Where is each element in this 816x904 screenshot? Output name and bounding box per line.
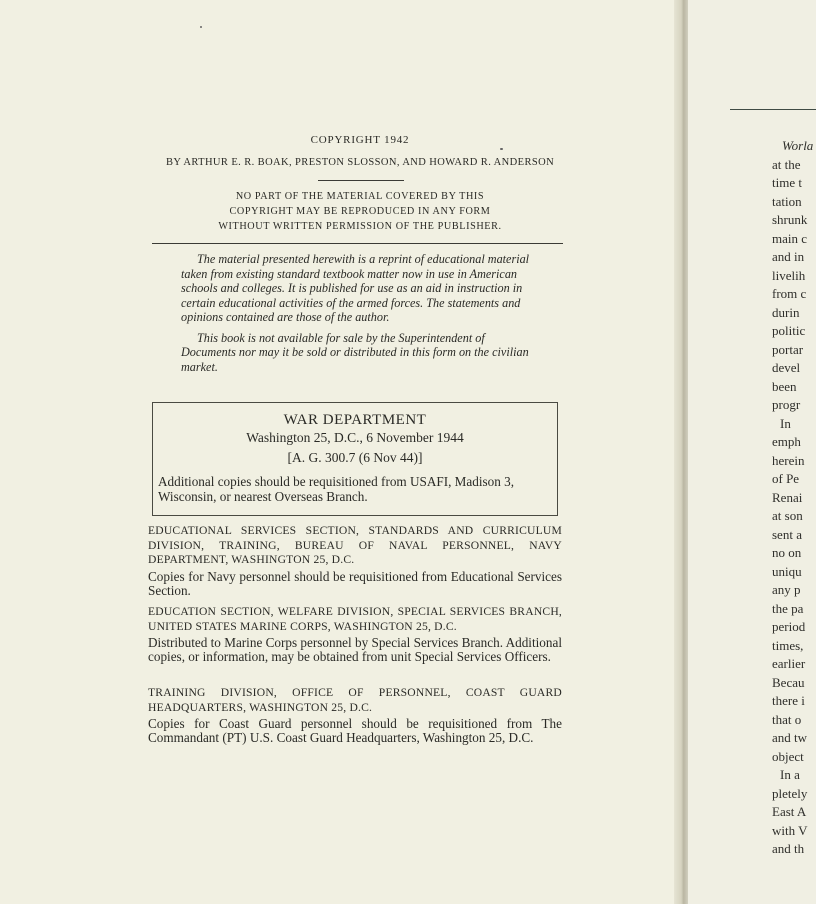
coast-guard-section [148, 686, 562, 745]
right-page-line: Renai [772, 489, 803, 505]
right-page-line: In [780, 415, 791, 431]
right-page-line: Worla [782, 138, 814, 153]
right-page-line: progr [772, 397, 801, 412]
reprint-paragraph: The material presented herewith is a reprint of educational material taken from existing standard textbook matter now in use in American schools and colleges. It is published for use as an aid in instruction in certain educational activities of the armed forces. The statements and opinions contained are those of the author. [181, 252, 530, 324]
section-body: Distributed to Marine Corps personnel by Special Services Branch. Additional copies, or information, may be obtained from unit Special Services Officers. [148, 635, 562, 664]
right-page-line: of Pe [772, 471, 800, 486]
right-page-line: politic [772, 323, 806, 338]
right-page-line: at son [772, 508, 803, 523]
war-department-copies-note: Additional copies should be requisitioned from USAFI, Madison 3, Wisconsin, or nearest Overseas Branch. [158, 474, 515, 504]
right-page-line: time t [772, 175, 802, 190]
right-page-line: period [772, 619, 806, 634]
paper-speck [500, 148, 503, 150]
right-page-line: pletely [772, 785, 808, 801]
right-page-line: shrunk [772, 212, 808, 227]
right-page-text [772, 137, 816, 859]
notice-line: COPYRIGHT MAY BE REPRODUCED IN ANY FORM [229, 206, 491, 217]
war-department-box [152, 402, 558, 516]
header-rule [730, 109, 816, 110]
right-page-line: been [772, 378, 797, 394]
war-department-title: WAR DEPARTMENT [283, 412, 427, 428]
section-body: Copies for Navy personnel should be requisitioned from Educational Services Section. [148, 568, 562, 598]
section-heading: EDUCATIONAL SERVICES SECTION, STANDARDS AND CURRICULUM DIVISION, TRAINING, BUREAU OF NAVAL PERSONNEL, NAVY DEPARTMENT, WASHINGTON 25, D.C. [148, 524, 562, 566]
right-page-line: earlier [772, 656, 806, 671]
right-page-line: there i [772, 693, 805, 708]
right-page-line: herein [772, 452, 805, 468]
right-page-line: sent a [772, 526, 802, 542]
notice-line: NO PART OF THE MATERIAL COVERED BY THIS [235, 191, 485, 202]
right-page-line: and th [772, 841, 805, 856]
section-heading: EDUCATION SECTION, WELFARE DIVISION, SPECIAL SERVICES BRANCH, UNITED STATES MARINE CORPS, WASHINGTON 25, D.C. [148, 605, 562, 633]
reprint-statement [181, 252, 537, 374]
right-page-line: durin [772, 304, 800, 320]
right-page-line: East A [772, 804, 807, 819]
war-department-date: Washington 25, D.C., 6 November 1944 [246, 430, 464, 445]
right-page-line: devel [772, 360, 801, 375]
right-page-line: any p [772, 582, 801, 597]
right-page-line: emph [772, 434, 801, 449]
right-page-line: with V [772, 822, 808, 838]
right-page-line: livelih [772, 267, 806, 283]
divider-short [318, 180, 404, 181]
right-page-line: In a [780, 767, 800, 782]
sale-restriction-paragraph: This book is not available for sale by the Superintendent of Documents nor may it be sold or distributed in this form on the civilian market. [181, 330, 529, 374]
section-heading: TRAINING DIVISION, OFFICE OF PERSONNEL, COAST GUARD HEADQUARTERS, WASHINGTON 25, D.C. [148, 686, 562, 714]
right-page-line: and in [772, 249, 805, 264]
authors-line: BY ARTHUR E. R. BOAK, PRESTON SLOSSON, AND HOWARD R. ANDERSON [165, 157, 555, 168]
right-page-line: uniqu [772, 563, 802, 579]
paper-speck [200, 26, 202, 28]
copyright-line: COPYRIGHT 1942 [310, 134, 410, 146]
right-page-line: from c [772, 286, 807, 301]
right-page-line: that o [772, 711, 802, 727]
right-page-line: tation [772, 193, 802, 209]
right-page-line: at the [772, 156, 801, 172]
right-page-line: no on [772, 545, 802, 560]
right-page-line: times, [772, 637, 804, 653]
navy-section [148, 524, 562, 598]
right-page-line: object [772, 748, 804, 764]
war-department-ag-reference: [A. G. 300.7 (6 Nov 44)] [287, 450, 423, 465]
section-body: Copies for Coast Guard personnel should be requisitioned from The Commandant (PT) U.S. Coast Guard Headquarters, Washington 25, D.C. [148, 716, 562, 745]
right-page-line: the pa [772, 600, 804, 616]
right-page-line: portar [772, 341, 804, 357]
right-page-line: main c [772, 230, 808, 246]
right-page [688, 0, 816, 904]
notice-line: WITHOUT WRITTEN PERMISSION OF THE PUBLISHER. [218, 221, 502, 232]
right-page-line: Becau [772, 674, 805, 690]
reproduction-notice [205, 189, 515, 234]
divider-long [152, 243, 563, 244]
right-page-line: and tw [772, 730, 808, 745]
marine-corps-section [148, 605, 562, 664]
